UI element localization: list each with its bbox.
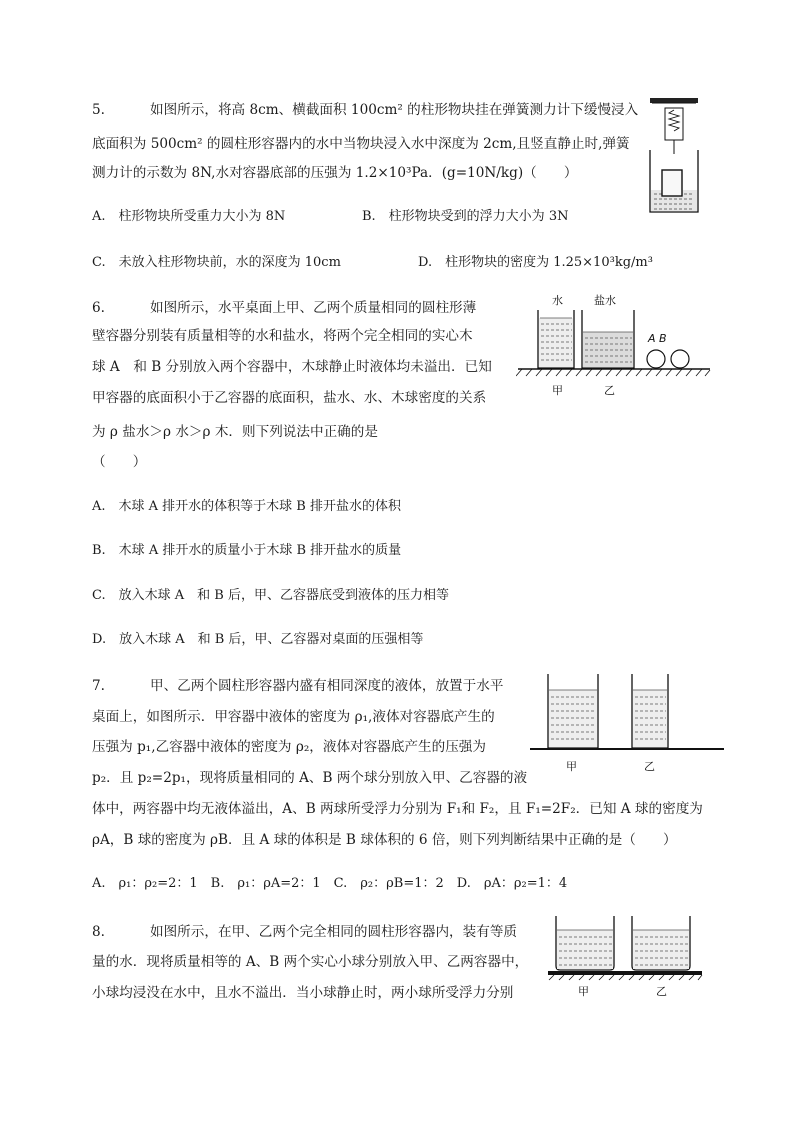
q5-option-b: B. 柱形物块受到的浮力大小为 3N bbox=[362, 209, 569, 224]
q7-line-4: p₂．且 p₂=2p₁，现将质量相同的 A、B 两个球分别放入甲、乙容器的液 bbox=[92, 770, 528, 786]
q5-line-1: 5. 如图所示，将高 8cm、横截面积 100cm² 的柱形物块挂在弹簧测力计下缓慢浸入 bbox=[92, 102, 639, 118]
q6-balls-label: A B bbox=[648, 332, 667, 345]
q6-line-5: 为 ρ 盐水＞ρ 水＞ρ 木．则下列说法中正确的是 bbox=[92, 424, 378, 440]
q8-jia-label: 甲 bbox=[578, 985, 589, 998]
q8-yi-label: 乙 bbox=[656, 985, 667, 998]
q7-line-5: 体中，两容器中均无液体溢出，A、B 两球所受浮力分别为 F₁和 F₂，且 F₁=2F₂．已知 A 球的密度为 bbox=[92, 801, 703, 817]
q6-line-1: 6. 如图所示，水平桌面上甲、乙两个质量相同的圆柱形薄 bbox=[92, 300, 477, 316]
q6-yi-label: 乙 bbox=[604, 384, 615, 397]
q6-line-3: 球 A 和 B 分别放入两个容器中，木球静止时液体均未溢出．已知 bbox=[92, 359, 492, 375]
q5-option-a: A. 柱形物块所受重力大小为 8N bbox=[92, 209, 286, 224]
q7-line-1: 7. 甲、乙两个圆柱形容器内盛有相同深度的液体，放置于水平 bbox=[92, 678, 504, 694]
q7-yi-label: 乙 bbox=[644, 760, 655, 773]
q7-containers-figure bbox=[528, 670, 728, 778]
q7-line-2: 桌面上，如图所示．甲容器中液体的密度为 ρ₁,液体对容器底产生的 bbox=[92, 709, 495, 725]
q8-line-3: 小球均浸没在水中，且水不溢出．当小球静止时，两小球所受浮力分别 bbox=[92, 985, 514, 1001]
q5-line-3: 测力计的示数为 8N,水对容器底部的压强为 1.2×10³Pa．(g=10N/kg)（ ） bbox=[92, 165, 578, 181]
q6-option-c: C. 放入木球 A 和 B 后，甲、乙容器底受到液体的压力相等 bbox=[92, 588, 449, 603]
q7-jia-label: 甲 bbox=[566, 760, 577, 773]
q7-number: 7. bbox=[92, 678, 105, 694]
q7-line-6: ρA，B 球的密度为 ρB．且 A 球的体积是 B 球体积的 6 倍，则下列判断结果中正确的是（ ） bbox=[92, 832, 677, 848]
q5-line-2: 底面积为 500cm² 的圆柱形容器内的水中当物块浸入水中深度为 2cm,且竖直静止时,弹簧 bbox=[92, 136, 630, 152]
q5-option-c: C. 未放入柱形物块前，水的深度为 10cm bbox=[92, 255, 341, 270]
q8-line-1: 8. 如图所示，在甲、乙两个完全相同的圆柱形容器内，装有等质 bbox=[92, 924, 518, 940]
q5-number: 5. bbox=[92, 102, 105, 118]
q7-line-3: 压强为 p₁,乙容器中液体的密度为 ρ₂，液体对容器底产生的压强为 bbox=[92, 739, 486, 755]
q6-number: 6. bbox=[92, 300, 105, 316]
q6-option-a: A. 木球 A 排开水的体积等于木球 B 排开盐水的体积 bbox=[92, 499, 401, 514]
q6-containers-figure bbox=[516, 290, 712, 402]
q6-line-4: 甲容器的底面积小于乙容器的底面积，盐水、水、木球密度的关系 bbox=[92, 390, 487, 406]
q8-line-2: 量的水．现将质量相等的 A、B 两个实心小球分别放入甲、乙两容器中， bbox=[92, 954, 529, 970]
q8-containers-figure bbox=[546, 912, 706, 1000]
q6-option-b: B. 木球 A 排开水的质量小于木球 B 排开盐水的质量 bbox=[92, 543, 402, 558]
q6-line-6: （ ） bbox=[92, 454, 147, 470]
q5-option-d: D. 柱形物块的密度为 1.25×10³kg/m³ bbox=[418, 255, 653, 270]
q7-options: A. ρ₁：ρ₂=2：1 B. ρ₁：ρA=2：1 C. ρ₂：ρB=1：2 D. ρA：ρ₂=1：4 bbox=[92, 876, 568, 891]
q6-jia-label: 甲 bbox=[552, 384, 563, 397]
q6-line-2: 壁容器分别装有质量相等的水和盐水，将两个完全相同的实心木 bbox=[92, 328, 473, 344]
q6-brine-label: 盐水 bbox=[594, 294, 616, 307]
q6-water-label: 水 bbox=[552, 294, 563, 307]
q6-option-d: D. 放入木球 A 和 B 后，甲、乙容器对桌面的压强相等 bbox=[92, 632, 424, 647]
q5-spring-scale-figure bbox=[646, 94, 702, 218]
q8-number: 8. bbox=[92, 924, 105, 940]
